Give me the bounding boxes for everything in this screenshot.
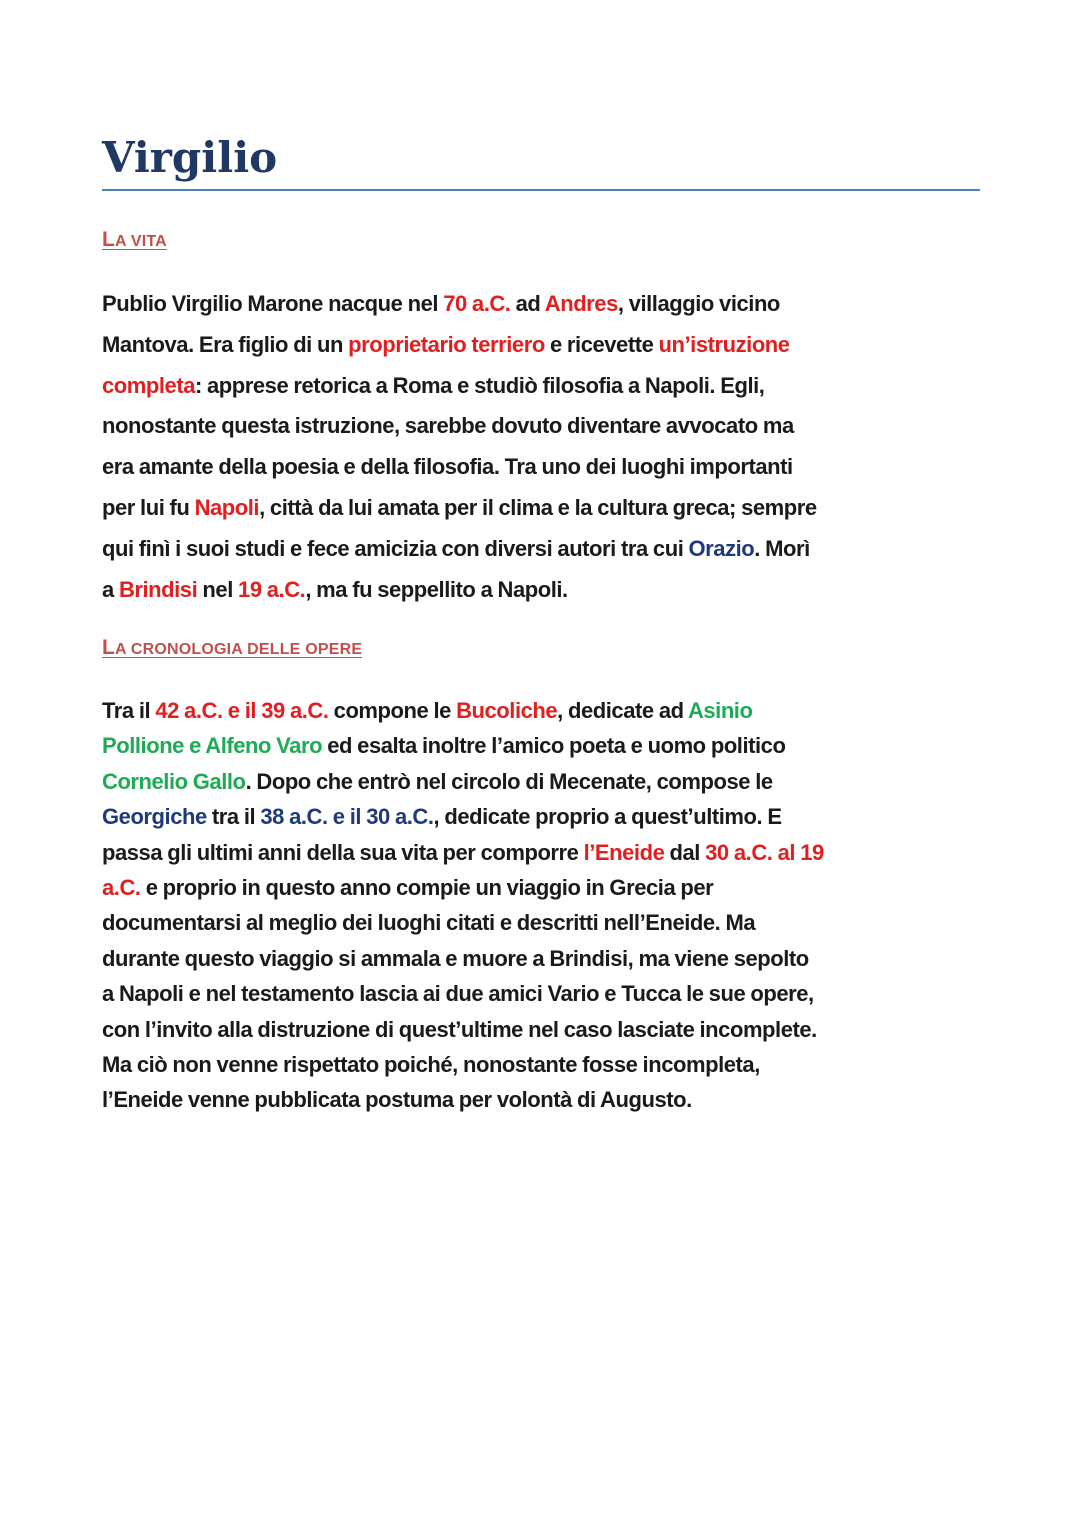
text-line: era amante della poesia e della filosofia. Tra uno dei luoghi importanti xyxy=(102,454,793,480)
heading-initial: L xyxy=(102,228,116,251)
text-line: documentarsi al meglio dei luoghi citati e descritti nell’Eneide. Ma xyxy=(102,910,756,936)
paragraph-cronologia-opere xyxy=(102,693,982,1118)
text-line: Publio Virgilio Marone nacque nel 70 a.C. ad Andres, villaggio vicino xyxy=(102,291,780,316)
highlight-term: un’istruzione xyxy=(658,331,790,357)
text-line: durante questo viaggio si ammala e muore a Brindisi, ma viene sepolto xyxy=(102,945,809,971)
page-title: Virgilio xyxy=(102,133,278,182)
heading-rest: A VITA xyxy=(115,233,167,250)
text-line: passa gli ultimi anni della sua vita per comporre l’Eneide dal 30 a.C. al 19 xyxy=(102,839,824,865)
text-line: qui finì i suoi studi e fece amicizia con diversi autori tra cui Orazio. Morì xyxy=(102,535,810,561)
text-line: Georgiche tra il 38 a.C. e il 30 a.C., dedicate proprio a quest’ultimo. E xyxy=(102,804,782,830)
paragraph-la-vita xyxy=(102,284,982,610)
text-line: per lui fu Napoli, città da lui amata per il clima e la cultura greca; sempre xyxy=(102,494,817,520)
text-line: l’Eneide venne pubblicata postuma per volontà di Augusto. xyxy=(102,1087,692,1113)
highlight-date: a.C. xyxy=(102,875,141,901)
highlight-work: l’Eneide xyxy=(583,839,665,865)
text-line: Cornelio Gallo. Dopo che entrò nel circolo di Mecenate, compose le xyxy=(102,768,773,794)
text-line: nonostante questa istruzione, sarebbe dovuto diventare avvocato ma xyxy=(102,413,794,439)
highlight-place: Brindisi xyxy=(118,576,198,602)
highlight-work: Bucoliche xyxy=(456,698,558,723)
highlight-work: Georgiche xyxy=(102,804,207,830)
section-heading-cronologia-opere xyxy=(102,636,362,660)
text-line: Ma ciò non venne rispettato poiché, nonostante fosse incompleta, xyxy=(102,1052,760,1078)
text-line: a Brindisi nel 19 a.C., ma fu seppellito a Napoli. xyxy=(102,576,568,602)
highlight-term: completa xyxy=(102,372,195,398)
heading-initial: L xyxy=(102,636,116,659)
highlight-person: Asinio xyxy=(687,698,753,723)
title-underline-rule xyxy=(102,189,980,191)
highlight-date: 38 a.C. e il 30 a.C. xyxy=(260,804,434,830)
highlight-date: 70 a.C. xyxy=(443,291,511,316)
highlight-date: 30 a.C. al 19 xyxy=(705,839,824,865)
text-line: Tra il 42 a.C. e il 39 a.C. compone le Bucoliche, dedicate ad Asinio xyxy=(102,698,753,723)
text-line: con l’invito alla distruzione di quest’ultime nel caso lasciate incomplete. xyxy=(102,1016,817,1042)
highlight-person: Cornelio Gallo xyxy=(102,768,246,794)
text-line: a Napoli e nel testamento lascia ai due amici Vario e Tucca le sue opere, xyxy=(102,981,814,1007)
highlight-person: Pollione e Alfeno Varo xyxy=(102,733,323,759)
text-line: a.C. e proprio in questo anno compie un viaggio in Grecia per xyxy=(102,875,714,901)
text-line: Mantova. Era figlio di un proprietario terriero e ricevette un’istruzione xyxy=(102,331,790,357)
highlight-person: Orazio xyxy=(688,535,755,561)
text-line: completa: apprese retorica a Roma e studiò filosofia a Napoli. Egli, xyxy=(102,372,765,398)
highlight-date: 19 a.C. xyxy=(238,576,306,602)
heading-rest: A CRONOLOGIA DELLE OPERE xyxy=(115,641,363,658)
text-line: Pollione e Alfeno Varo ed esalta inoltre l’amico poeta e uomo politico xyxy=(102,733,786,759)
highlight-term: proprietario terriero xyxy=(348,331,545,357)
highlight-place: Napoli xyxy=(194,494,260,520)
highlight-date: 42 a.C. e il 39 a.C. xyxy=(155,698,329,723)
section-heading-la-vita xyxy=(102,228,167,252)
highlight-place: Andres xyxy=(544,291,618,316)
